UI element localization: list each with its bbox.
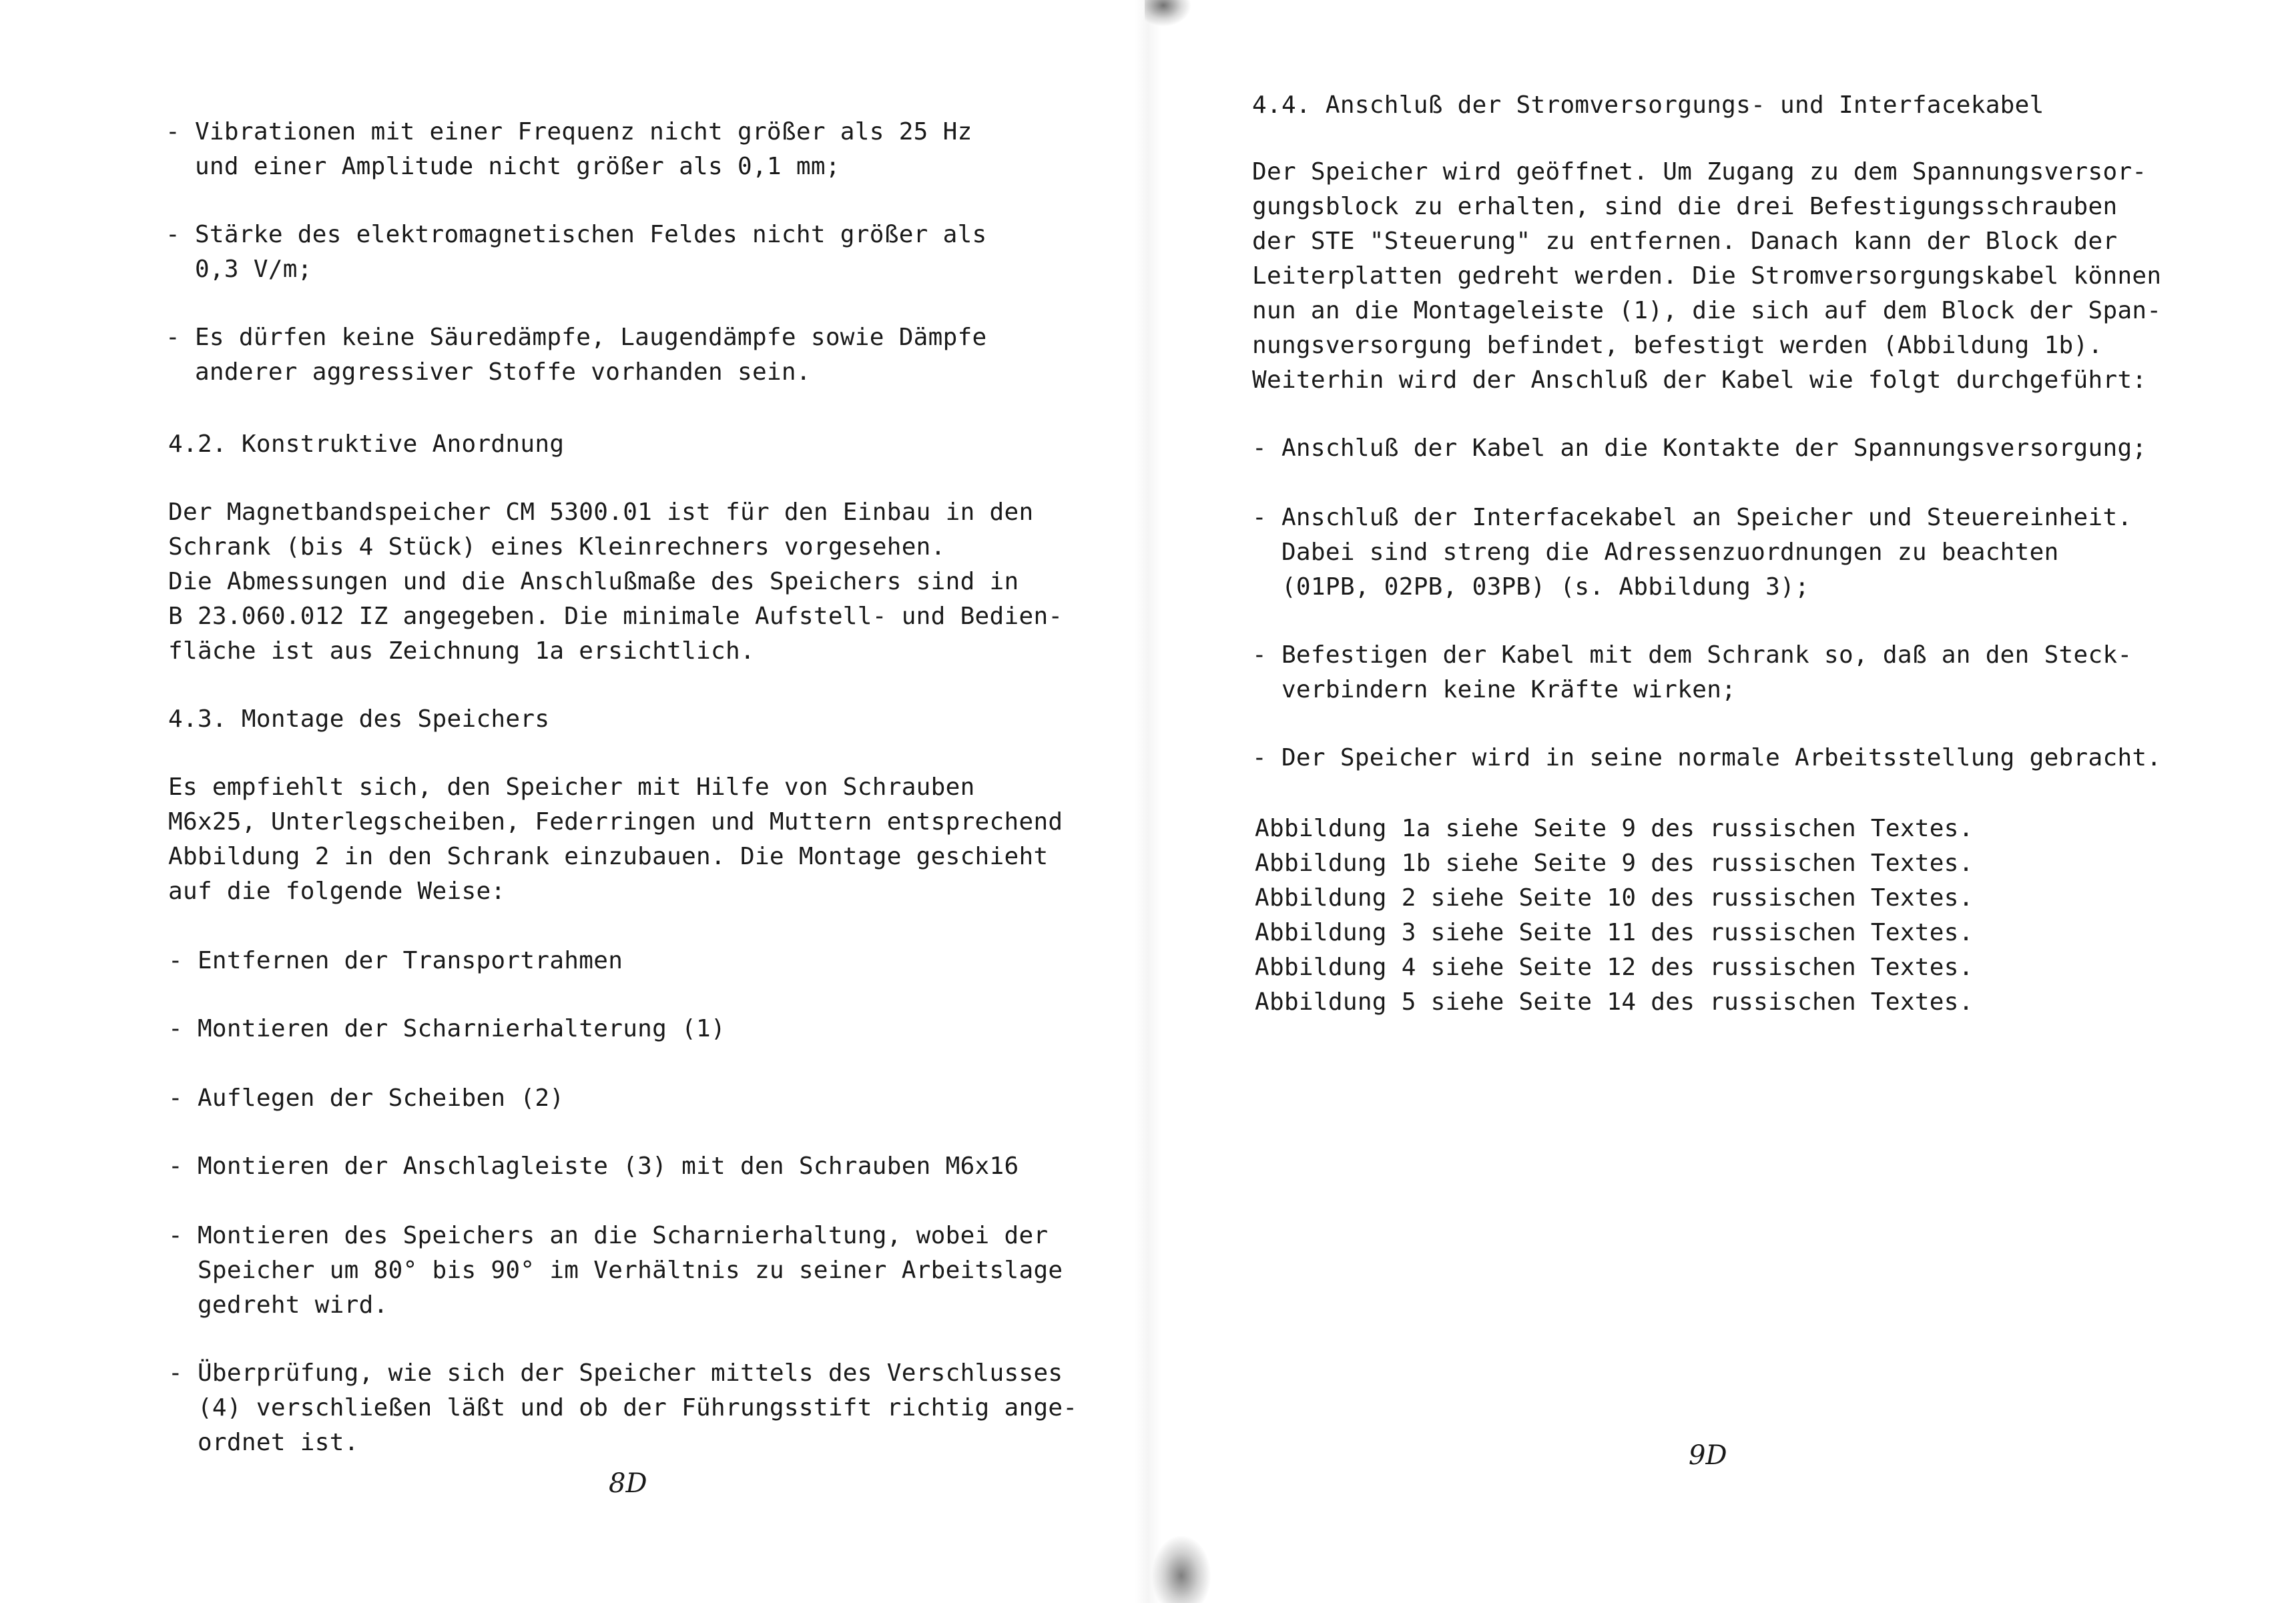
list-item: - Es dürfen keine Säuredämpfe, Laugendämpfe sowie Dämpfe anderer aggressiver Stoffe vorhanden sein. <box>166 324 987 386</box>
list-item: - Entfernen der Transportrahmen <box>168 947 623 974</box>
list-item: - Stärke des elektromagnetischen Feldes nicht größer als 0,3 V/m; <box>166 221 987 283</box>
list-item: - Anschluß der Interfacekabel an Speicher und Steuereinheit. Dabei sind streng die Adressenzuordnungen zu beachten (01PB, 02PB, 03PB) (s. Abbildung 3); <box>1252 504 2132 601</box>
section-heading-4-2: 4.2. Konstruktive Anordnung <box>168 430 565 458</box>
list-item: - Montieren der Scharnierhalterung (1) <box>168 1015 726 1042</box>
section-heading-4-3: 4.3. Montage des Speichers <box>168 705 550 733</box>
list-item: - Montieren des Speichers an die Scharnierhaltung, wobei der Speicher um 80° bis 90° im Verhältnis zu seiner Arbeitslage gedreht wird. <box>168 1222 1063 1319</box>
figure-references: Abbildung 1a siehe Seite 9 des russischen Textes. Abbildung 1b siehe Seite 9 des russischen Textes. Abbildung 2 siehe Seite 10 des russischen Textes. Abbildung 3 siehe Seite 11 des russischen Textes. Abbildung 4 siehe Seite 12 des russischen Textes. Abbildung 5 siehe Seite 14 des russischen Textes. <box>1255 815 1974 1016</box>
list-item: - Befestigen der Kabel mit dem Schrank so, daß an den Steck- verbindern keine Kräfte wirken; <box>1252 641 2132 703</box>
paragraph-4-4: Der Speicher wird geöffnet. Um Zugang zu dem Spannungsversor- gungsblock zu erhalten, sind die drei Befestigungsschrauben der STE "Steuerung" zu entfernen. Danach kann der Block der Leiterplatten gedreht werden. Die Stromversorgungskabel können nun an die Montageleiste (1), die sich auf dem Block der Span- nungsversorgung befindet, befestigt werden (Abbildung 1b). Weiterhin wird der Anschluß der Kabel wie folgt durchgeführt: <box>1252 158 2162 394</box>
paragraph-4-3: Es empfiehlt sich, den Speicher mit Hilfe von Schrauben M6x25, Unterlegscheiben, Federringen und Muttern entsprechend Abbildung 2 in den Schrank einzubauen. Die Montage geschieht auf die folgende Weise: <box>168 773 1063 905</box>
list-item: - Überprüfung, wie sich der Speicher mittels des Verschlusses (4) verschließen läßt und ob der Führungsstift richtig ange- ordnet ist. <box>168 1359 1078 1456</box>
list-item: - Anschluß der Kabel an die Kontakte der Spannungsversorgung; <box>1252 434 2147 462</box>
page-number: 9D <box>1689 1440 1727 1471</box>
list-item: - Vibrationen mit einer Frequenz nicht größer als 25 Hz und einer Amplitude nicht größer als 0,1 mm; <box>166 118 972 180</box>
list-item: - Der Speicher wird in seine normale Arbeitsstellung gebracht. <box>1252 744 2162 771</box>
right-page <box>1148 0 2296 1603</box>
section-heading-4-4: 4.4. Anschluß der Stromversorgungs- und Interfacekabel <box>1252 91 2044 119</box>
list-item: - Montieren der Anschlagleiste (3) mit den Schrauben M6x16 <box>168 1153 1019 1180</box>
list-item: - Auflegen der Scheiben (2) <box>168 1084 565 1112</box>
paragraph-4-2: Der Magnetbandspeicher CM 5300.01 ist für den Einbau in den Schrank (bis 4 Stück) eines Kleinrechners vorgesehen. Die Abmessungen und die Anschlußmaße des Speichers sind in B 23.060.012 IZ angegeben. Die minimale Aufstell- und Bedien- fläche ist aus Zeichnung 1a ersichtlich. <box>168 499 1063 665</box>
page-number: 8D <box>609 1468 647 1499</box>
